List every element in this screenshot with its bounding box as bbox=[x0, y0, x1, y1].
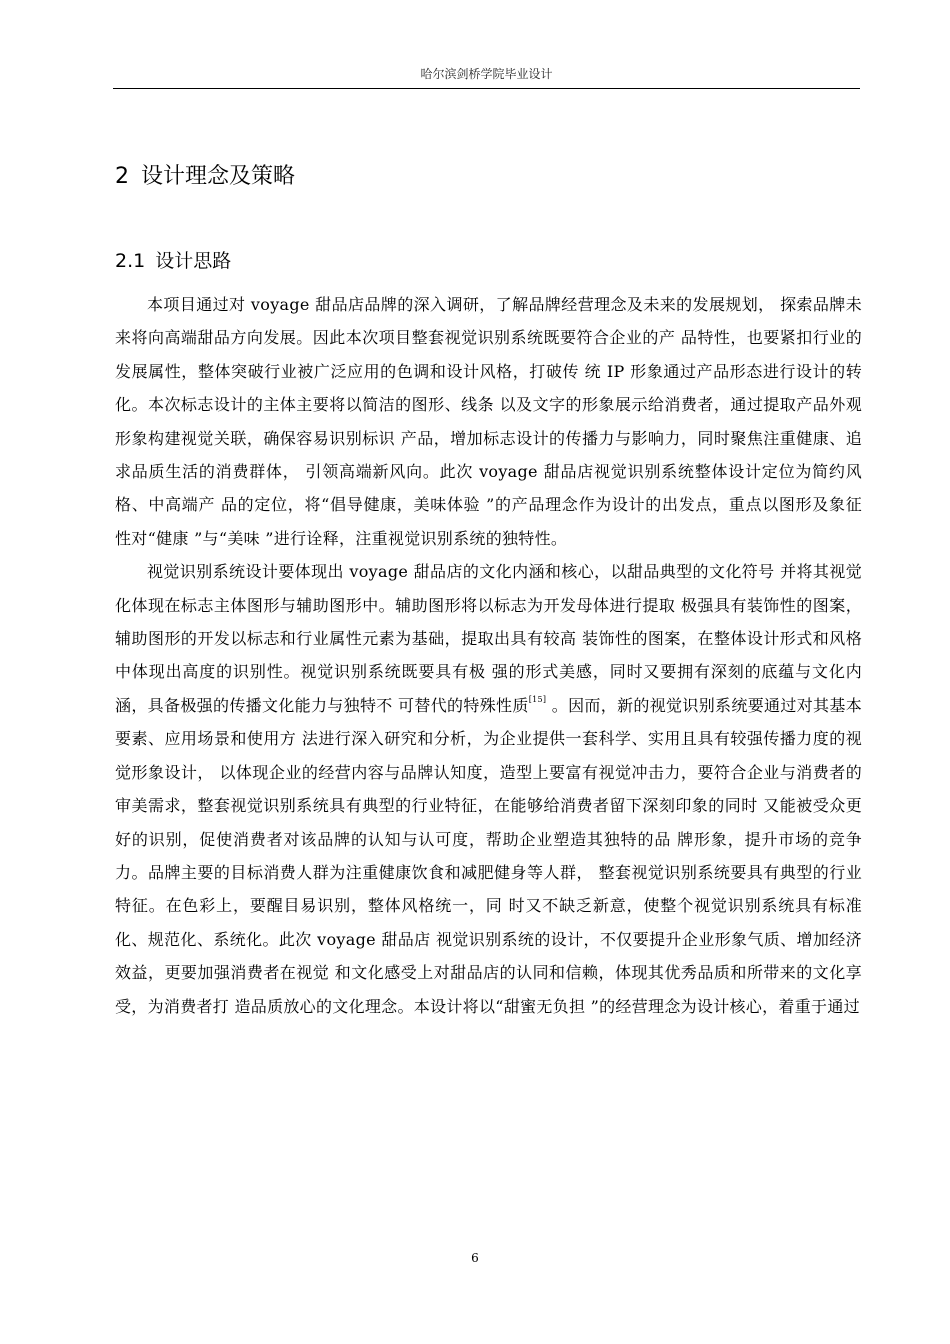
section-number: 2.1 bbox=[115, 250, 146, 272]
paragraph-2 bbox=[115, 555, 862, 1023]
chapter-title-text: 设计理念及策略 bbox=[141, 164, 296, 189]
paragraph-2-part-1: 视觉识别系统设计要体现出 voyage 甜品店的文化内涵和核心，以甜品典型的文化符号 并将其视觉化体现在标志主体图形与辅助图形中。辅助图形将以标志为开发母体进行提取 极强具有装饰性的图案，辅助图形的开发以标志和行业属性元素为基础，提取出具有较高 装饰性的图案，在整体设计形式和风格中体现出高度的识别性。视觉识别系统既要具有极 强的形式美感，同时又要拥有深刻的底蕴与文化内涵，具备极强的传播文化能力与独特不 可替代的特殊性质 bbox=[115, 562, 862, 715]
citation-reference: [15] bbox=[528, 694, 547, 704]
page-number: 6 bbox=[471, 1251, 479, 1265]
page-header bbox=[113, 64, 860, 89]
paragraph-1: 本项目通过对 voyage 甜品店品牌的深入调研，了解品牌经营理念及未来的发展规划， 探索品牌未来将向高端甜品方向发展。因此本次项目整套视觉识别系统既要符合企业的产 品特性，也要紧扣行业的发展属性，整体突破行业被广泛应用的色调和设计风格，打破传 统 IP 形象通过产品形态进行设计的转化。本次标志设计的主体主要将以简洁的图形、线条 以及文字的形象展示给消费者，通过提取产品外观形象构建视觉关联，确保容易识别标识 产品，增加标志设计的传播力与影响力，同时聚焦注重健康、追求品质生活的消费群体， 引领高端新风向。此次 voyage 甜品店视觉识别系统整体设计定位为简约风格、中高端产 品的定位，将“倡导健康，美味体验 ”的产品理念作为设计的出发点，重点以图形及象征 性对“健康 ”与“美味 ”进行诠释，注重视觉识别系统的独特性。 bbox=[115, 295, 862, 548]
header-title: 哈尔滨剑桥学院毕业设计 bbox=[420, 67, 553, 81]
paragraph-2-part-2: 。因而，新的视觉识别系统要通过对其基本要素、应用场景和使用方 法进行深入研究和分析，为企业提供一套科学、实用且具有较强传播力度的视觉形象设计， 以体现企业的经营内容与品牌认知度，造型上要富有视觉冲击力，要符合企业与消费者的 审美需求，整套视觉识别系统具有典型的行业特征，在能够给消费者留下深刻印象的同时 又能被受众更好的识别，促使消费者对该品牌的认知与认可度，帮助企业塑造其独特的品 牌形象，提升市场的竞争力。品牌主要的目标消费人群为注重健康饮食和减肥健身等人群， 整套视觉识别系统要具有典型的行业特征。在色彩上，要醒目易识别，整体风格统一，同 时又不缺乏新意，使整个视觉识别系统具有标准化、规范化、系统化。此次 voyage 甜品店 视觉识别系统的设计，不仅要提升企业形象气质、增加经济效益，更要加强消费者在视觉 和文化感受上对甜品店的认同和信赖，体现其优秀品质和所带来的文化享受，为消费者打 造品质放心的文化理念。本设计将以“甜蜜无负担 ”的经营理念为设计核心，着重于通过 bbox=[115, 695, 863, 1016]
section-title bbox=[115, 245, 231, 277]
chapter-title bbox=[115, 160, 295, 194]
section-title-text: 设计思路 bbox=[155, 250, 232, 272]
body-text bbox=[115, 288, 862, 1023]
chapter-number: 2 bbox=[115, 164, 129, 189]
